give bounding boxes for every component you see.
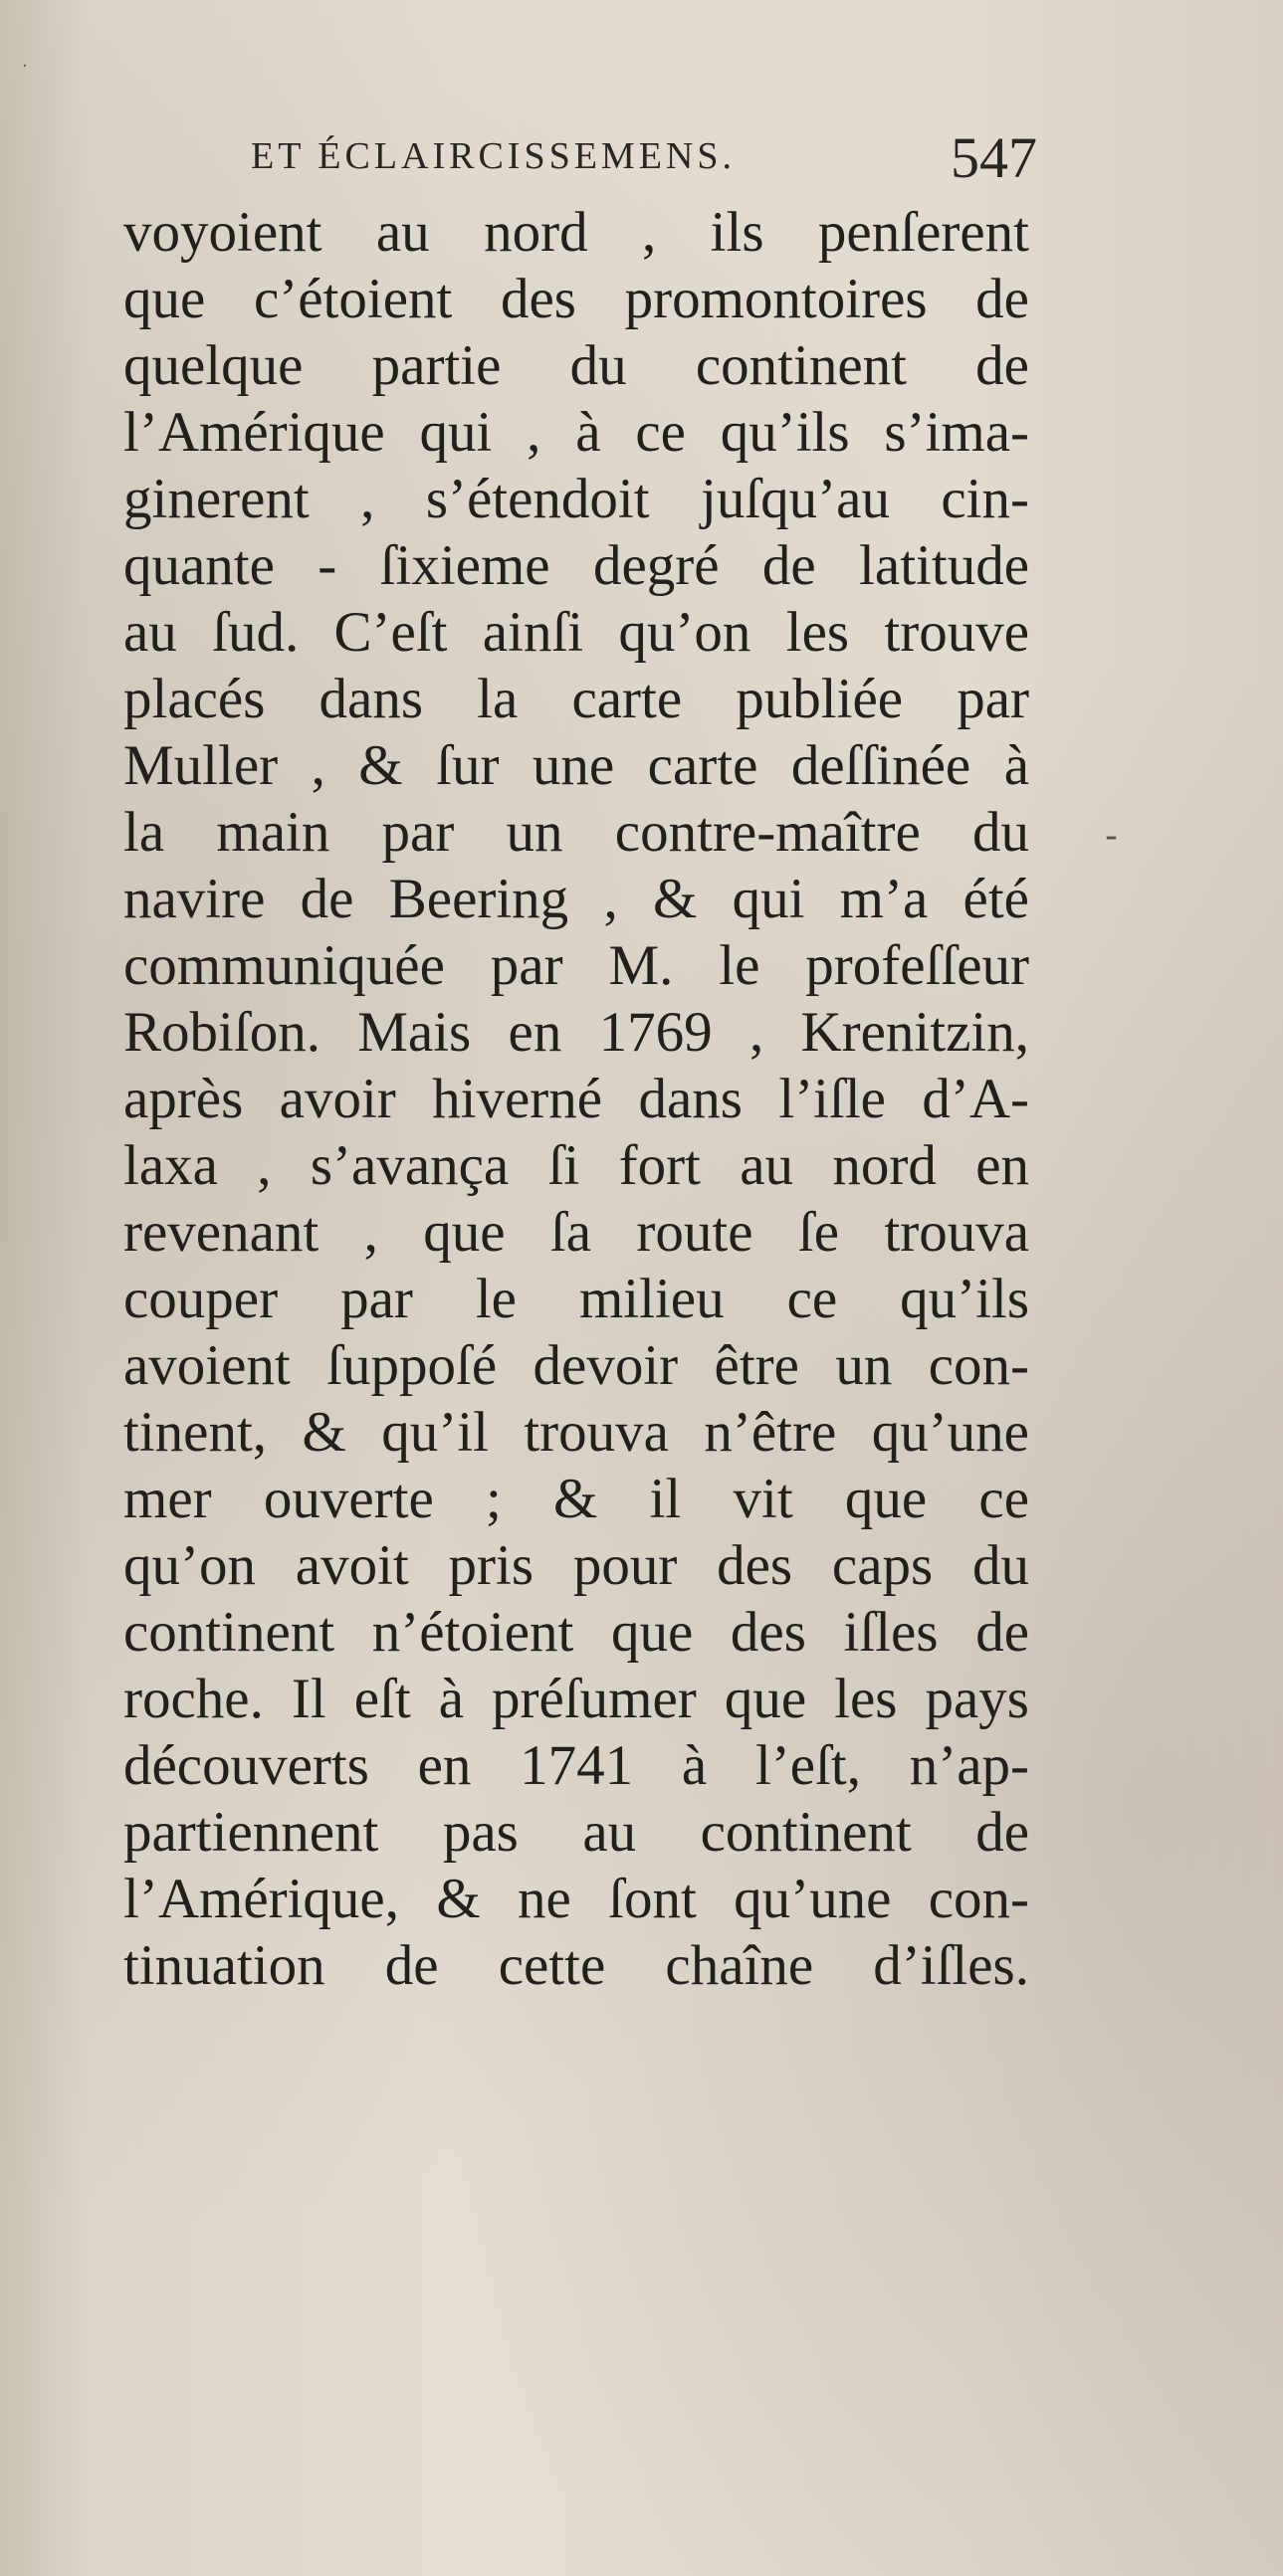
text-line: quelque partie du continent de (123, 334, 1029, 397)
text-line: l’Amérique, & ne ſont qu’une con- (123, 1868, 1029, 1930)
text-line: continent n’étoient que des iſles de (123, 1601, 1029, 1664)
text-line: la main par un contre-maître du (123, 801, 1029, 864)
running-head-title: ET ÉCLAIRCISSEMENS. (251, 135, 737, 177)
text-line: couper par le milieu ce qu’ils (123, 1268, 1029, 1330)
text-line: placés dans la carte publiée par (123, 668, 1029, 730)
text-line: communiquée par M. le profeſſeur (123, 934, 1029, 997)
text-line: revenant , que ſa route ſe trouva (123, 1201, 1029, 1264)
running-head (251, 124, 1037, 194)
text-line: que c’étoient des promontoires de (123, 268, 1029, 330)
text-line: qu’on avoit pris pour des caps du (123, 1534, 1029, 1597)
text-line: quante - ſixieme degré de latitude (123, 534, 1029, 597)
text-line: tinent, & qu’il trouva n’être qu’une (123, 1401, 1029, 1464)
text-line: ginerent , s’étendoit juſqu’au cin- (123, 468, 1029, 530)
text-line: voyoient au nord , ils penſerent (123, 201, 1029, 264)
paper-speck: · (22, 56, 28, 77)
text-line: avoient ſuppoſé devoir être un con- (123, 1334, 1029, 1397)
text-line: Muller , & ſur une carte deſſinée à (123, 734, 1029, 797)
text-line: roche. Il eſt à préſumer que les pays (123, 1668, 1029, 1730)
text-line: partiennent pas au continent de (123, 1801, 1029, 1864)
text-line: mer ouverte ; & il vit que ce (123, 1468, 1029, 1530)
body-text (123, 199, 1029, 1999)
paper-speck: - (1105, 816, 1118, 857)
text-line: laxa , s’avança ſi fort au nord en (123, 1134, 1029, 1197)
text-line: découverts en 1741 à l’eſt, n’ap- (123, 1734, 1029, 1797)
text-line: au ſud. C’eſt ainſi qu’on les trouve (123, 601, 1029, 664)
page-number: 547 (951, 125, 1037, 190)
text-line: l’Amérique qui , à ce qu’ils s’ima- (123, 401, 1029, 464)
text-line: tinuation de cette chaîne d’iſles. (123, 1934, 1029, 1997)
text-line: après avoir hiverné dans l’iſle d’A- (123, 1068, 1029, 1130)
text-line: navire de Beering , & qui m’a été (123, 868, 1029, 930)
text-line: Robiſon. Mais en 1769 , Krenitzin, (123, 1001, 1029, 1064)
